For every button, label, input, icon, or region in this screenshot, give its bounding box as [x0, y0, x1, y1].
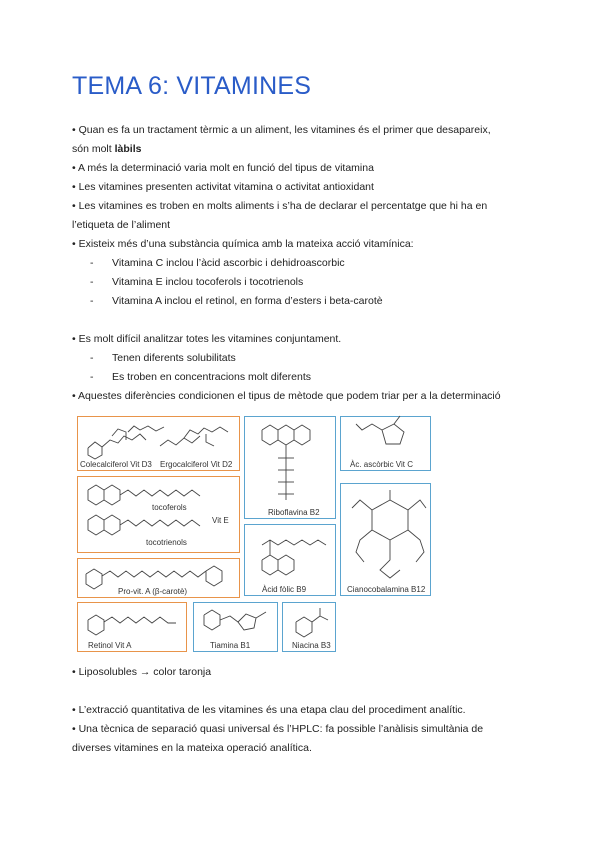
- caption-d3: Colecalciferol Vit D3: [80, 460, 152, 469]
- caption-tocoferols: tocoferols: [152, 503, 187, 512]
- list-item: - Tenen diferents solubilitats: [90, 352, 236, 364]
- paragraph-method: • Aquestes diferències condicionen el tipus de mètode que podem triar per a la determinació: [72, 390, 501, 402]
- list-item: - Es troben en concentracions molt diferents: [90, 371, 312, 383]
- caption-b2: Riboflavina B2: [268, 508, 320, 517]
- caption-b12: Cianocobalamina B12: [347, 585, 426, 594]
- box-b12: [340, 483, 431, 596]
- paragraph-activity: • Les vitamines presenten activitat vitamina o activitat antioxidant: [72, 181, 374, 193]
- caption-tocotrienols: tocotrienols: [146, 538, 187, 547]
- paragraph-determination: • A més la determinació varia molt en funció del tipus de vitamina: [72, 162, 374, 174]
- paragraph-difficult: • Es molt difícil analitzar totes les vitamines conjuntament.: [72, 333, 342, 345]
- caption-retinol: Retinol Vit A: [88, 641, 132, 650]
- caption-vit-e: Vit E: [212, 516, 229, 525]
- box-b2: [244, 416, 336, 519]
- paragraph-labelling: • Les vitamines es troben en molts aliments i s’ha de declarar el percentatge que hi ha en l’etiqueta de l’aliment: [72, 200, 488, 231]
- caption-b3: Niacina B3: [292, 641, 331, 650]
- paragraph-substances: • Existeix més d’una substància química amb la mateixa acció vitamínica:: [72, 238, 414, 250]
- caption-c: Àc. ascòrbic Vit C: [350, 460, 413, 469]
- list-item: - Vitamina E inclou tocoferols i tocotrienols: [90, 276, 304, 288]
- bold-labils: làbils: [114, 143, 142, 155]
- caption-d2: Ergocalciferol Vit D2: [160, 460, 233, 469]
- caption-b1: Tiamina B1: [210, 641, 251, 650]
- paragraph-hplc: • Una tècnica de separació quasi universal és l’HPLC: fa possible l’anàlisis simultània de diverses vitamines en la mateixa operació analítica.: [72, 723, 484, 754]
- list-item: - Vitamina C inclou l’àcid ascorbic i dehidroascorbic: [90, 257, 345, 269]
- paragraph-heat-treatment: • Quan es fa un tractament tèrmic a un aliment, les vitamines és el primer que desapareix, són molt làbils: [72, 124, 491, 155]
- caption-b9: Àcid fòlic B9: [262, 585, 307, 594]
- page-title: TEMA 6: VITAMINES: [72, 72, 312, 100]
- paragraph-liposolubles: • Liposolubles → color taronja: [72, 666, 212, 678]
- paragraph-extraction: • L’extracció quantitativa de les vitamines és una etapa clau del procediment analític.: [72, 704, 466, 716]
- caption-pro-vit-a: Pro-vit. A (β-carotè): [118, 587, 188, 596]
- list-item: - Vitamina A inclou el retinol, en forma d’esters i beta-carotè: [90, 295, 383, 307]
